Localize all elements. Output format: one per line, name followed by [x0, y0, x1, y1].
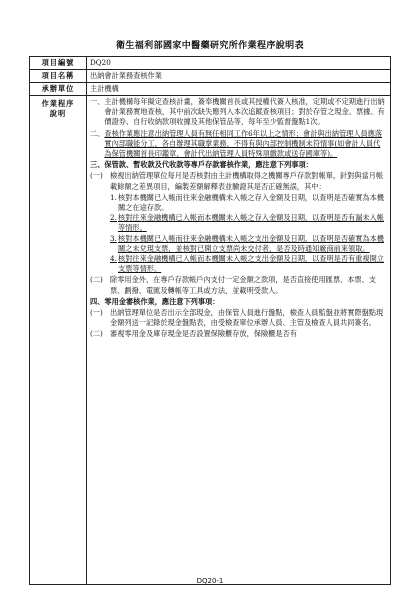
item-name-label: 項目名稱 [30, 70, 87, 83]
row-unit [30, 83, 391, 96]
procedure-table [29, 56, 391, 585]
item-text: 核對本機關已入帳而往來金融機構未入帳之支出金額及日期，以查明是否確實為本機關之未兌現支票，並核對已開立支票尚未交付者，是否及時通知廠商前來領取。 [118, 233, 384, 253]
section-3-1-item [90, 234, 387, 254]
section-2-text: 查核作業應注意出納管理人員有無任相同工作6年以上之情形；會計與出納管理人員應落實內部職能分工，各自辦理其職掌業務，不得有與內部控制機制未符情事(如會計人員代為保管機關首長印鑑章、會計代出納管理人員特殊項繳款或送存國庫等)。 [104, 128, 383, 159]
item-num: 1. [110, 192, 117, 202]
section-3-1-item [90, 193, 387, 213]
section-3 [90, 160, 387, 170]
section-3-1-text: 檢視出納管理單位每月是否核對由主計機構取得之機關專戶存款對帳單，針對與當月帳載餘額之差異項目，編製差額解釋表並驗證其是否正確無誤，其中： [110, 171, 384, 191]
section-1-num: 一、 [90, 97, 105, 106]
description-content [87, 96, 391, 585]
section-3-num: 三、 [90, 160, 105, 170]
item-num: 2. [110, 213, 117, 223]
row-item-code [30, 57, 391, 70]
section-4-2-text: 審視零用金及庫存現金是否設置保險櫃存放，保險櫃是否有 [110, 329, 297, 339]
unit-label: 承辦單位 [30, 83, 87, 96]
section-4-1 [90, 308, 387, 328]
section-3-2-text: 除零用金外，在專戶存款帳戶內支付一定金額之款項，是否直接使用匯票、本票、支票、劃撥、電匯及轉帳等工具或方法，並載明受款人。 [110, 275, 376, 295]
unit-value: 主計機構 [87, 83, 391, 96]
section-2 [90, 129, 387, 160]
section-4-1-num: (一) [90, 308, 103, 318]
item-num: 3. [110, 233, 117, 243]
document-title: 衛生福利部國家中醫藥研究所作業程序說明表 [115, 41, 304, 51]
section-3-1-num: (一) [90, 171, 103, 181]
item-text: 核對往來金融機構已入帳而本機關未入帳之存入金額及日期，以查明是否有漏未入帳等情形。 [118, 213, 384, 233]
section-3-text: 保管款、暫收款及代收款等專戶存款審核作業，應注意下列事項： [104, 160, 313, 170]
item-code-label: 項目編號 [30, 57, 87, 70]
description-label [30, 96, 87, 585]
page-footer: DQ20-1 [196, 577, 224, 585]
section-3-1-item [90, 213, 387, 233]
item-code-value: DQ20 [87, 57, 391, 70]
section-3-2 [90, 275, 387, 295]
section-1-text: 主計機構每年擬定查核計畫，簽奉機關首長或其授權代簽人核准，定期或不定期進行出納會計業務實地查核，其中前次缺失應列入本次追蹤查核項目；對於存管之現金、票據、有價證券、自行收納款項收據及其他保管品等，每年至少監督盤點1次。 [104, 97, 385, 127]
item-num: 4. [110, 254, 117, 264]
section-4 [90, 297, 387, 307]
item-text: 核對往來金融機構已入帳而本機關未入帳之支出金額及日期，以查明是否有重複開立支票等情形。 [118, 254, 384, 274]
section-4-num: 四、 [90, 296, 105, 306]
section-4-text: 零用金審核作業，應注意下列事項： [104, 296, 220, 306]
section-1 [90, 97, 387, 128]
row-description [30, 96, 391, 585]
section-4-2 [90, 329, 387, 339]
item-name-value: 出納會計業務查核作業 [87, 70, 391, 83]
section-3-1 [90, 171, 387, 191]
description-label-text: 作業程序說明 [41, 99, 75, 118]
section-3-2-num: (二) [90, 275, 103, 285]
row-item-name [30, 70, 391, 83]
section-4-2-num: (二) [90, 329, 103, 339]
section-2-num: 二、 [90, 128, 105, 138]
section-3-1-item [90, 254, 387, 274]
section-4-1-text: 出納管理單位是否出示全部現金，由保管人員進行盤點，檢查人員監盤並將實際盤點現金額列送一記錄於現金盤點表，由受檢查單位承辦人員、主管及檢查人員共同簽名。 [110, 308, 384, 328]
item-text: 核對本機關已入帳而往來金融機構未入帳之存入金額及日期，以查明是否確實為本機關之在途存款。 [118, 192, 384, 213]
